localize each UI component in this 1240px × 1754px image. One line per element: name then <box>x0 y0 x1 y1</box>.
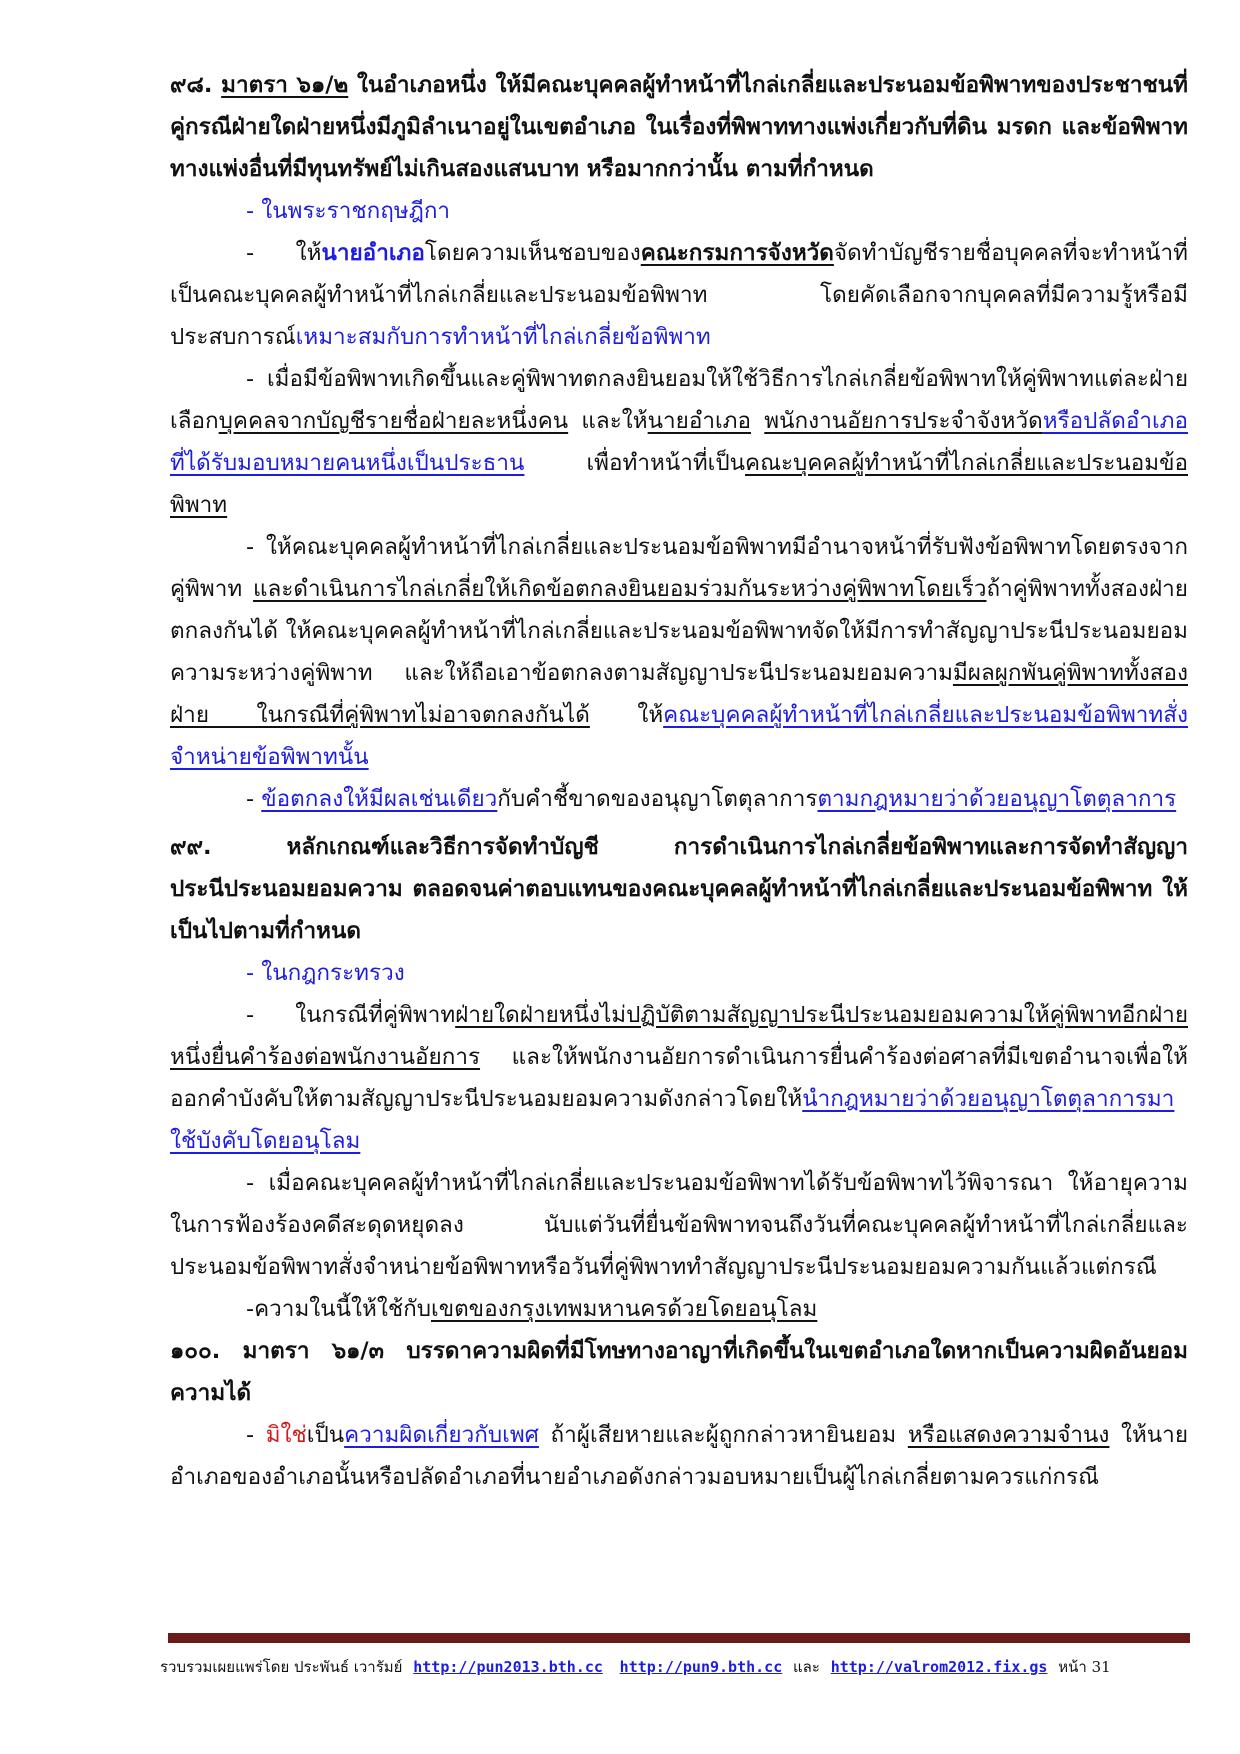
highlight-suitable: เหมาะสมกับการทำหน้าที่ไกล่เกลี่ยข้อพิพาท <box>295 324 711 350</box>
link-same-effect[interactable]: ข้อตกลงให้มีผลเช่นเดียว <box>261 786 498 812</box>
link-dismiss[interactable]: คณะบุคคลผู้ทำหน้าที่ไกล่เกลี่ยและประนอมข้อพิพาทสั่งจำหน่ายข้อพิพาทนั้น <box>170 702 1188 770</box>
footer-and: และ <box>793 1658 820 1676</box>
footer-link-1[interactable]: http://pun2013.bth.cc <box>413 1658 603 1676</box>
heading-text: ในอำเภอหนึ่ง ให้มีคณะบุคคลผู้ทำหน้าที่ไกล่เกลี่ยและประนอมข้อพิพาทของประชาชนที่คู่กรณีฝ่ายใดฝ่ายหนึ่งมีภูมิลำเนาอยู่ในเขตอำเภอ ในเรื่องที่พิพาททางแพ่งเกี่ยวกับที่ดิน มรดก และข้อพิพาททางแพ่งอื่นที่มีทุนทรัพย์ไม่เกินสองแสนบาท หรือมากกว่านั้น ตามที่กำหนด <box>170 72 1188 182</box>
section-98-heading <box>170 64 1188 190</box>
bullet-decree: - ในพระราชกฤษฎีกา <box>246 198 451 224</box>
bullet-bangkok: -ความในนี้ให้ใช้กับเขตของกรุงเทพมหานครด้วยโดยอนุโลม <box>246 1296 818 1322</box>
section-100-heading: ๑๐๐. มาตรา ๖๑/๓ บรรดาความผิดที่มีโทษทางอาญาที่เกิดขึ้นในเขตอำเภอใดหากเป็นความผิดอันยอมความได้ <box>170 1338 1188 1406</box>
section-99-heading: ๙๙. หลักเกณฑ์และวิธีการจัดทำบัญชี การดำเนินการไกล่เกลี่ยข้อพิพาทและการจัดทำสัญญาประนีประนอมยอมความ ตลอดจนค่าตอบแทนของคณะบุคคลผู้ทำหน้าที่ไกล่เกลี่ยและประนอมข้อพิพาท ให้เป็นไปตามที่กำหนด <box>170 834 1188 944</box>
section-number: ๙๘. <box>170 72 213 98</box>
bullet-list-prep: - ให้นายอำเภอโดยความเห็นชอบของคณะกรมการจังหวัดจัดทำบัญชีรายชื่อบุคคลที่จะทำหน้าที่เป็นคณะบุคคลผู้ทำหน้าที่ไกล่เกลี่ยและประนอมข้อพิพาท โดยคัดเลือกจากบุคคลที่มีความรู้หรือมีประสบการณ์เหมาะสมกับการทำหน้าที่ไกล่เกลี่ยข้อพิพาท <box>170 240 1188 350</box>
bullet-arbitration: - ข้อตกลงให้มีผลเช่นเดียวกับคำชี้ขาดของอนุญาโตตุลาการตามกฎหมายว่าด้วยอนุญาโตตุลาการ <box>246 786 1177 812</box>
footer-credit: รวบรวมเผยแพร่โดย ประพันธ์ เวารัมย์ <box>160 1658 403 1676</box>
link-arbitration-law[interactable]: ตามกฎหมายว่าด้วยอนุญาโตตุลาการ <box>817 786 1177 812</box>
bullet-noncompliance: - ในกรณีที่คู่พิพาทฝ่ายใดฝ่ายหนึ่งไม่ปฏิบัติตามสัญญาประนีประนอมยอมความให้คู่พิพาทอีกฝ่ายหนึ่งยื่นคำร้องต่อพนักงานอัยการ และให้พนักงานอัยการดำเนินการยื่นคำร้องต่อศาลที่มีเขตอำนาจเพื่อให้ออกคำบังคับให้ตามสัญญาประนีประนอมยอมความดังกล่าวโดยให้นำกฎหมายว่าด้วยอนุญาโตตุลาการมาใช้บังคับโดยอนุโลม <box>170 1002 1188 1154</box>
highlight-provincial-committee: คณะกรมการจังหวัด <box>640 240 834 266</box>
bullet-selection: - เมื่อมีข้อพิพาทเกิดขึ้นและคู่พิพาทตกลงยินยอมให้ใช้วิธีการไกล่เกลี่ยข้อพิพาทให้คู่พิพาทแต่ละฝ่ายเลือกบุคคลจากบัญชีรายชื่อฝ่ายละหนึ่งคน และให้นายอำเภอ พนักงานอัยการประจำจังหวัดหรือปลัดอำเภอที่ได้รับมอบหมายคนหนึ่งเป็นประธาน เพื่อทำหน้าที่เป็นคณะบุคคลผู้ทำหน้าที่ไกล่เกลี่ยและประนอมข้อพิพาท <box>170 366 1188 518</box>
link-apply-arbitration[interactable]: นำกฎหมายว่าด้วยอนุญาโตตุลาการมาใช้บังคับโดยอนุโลม <box>170 1086 1175 1154</box>
highlight-not: มิใช่ <box>265 1422 307 1448</box>
footer-link-2[interactable]: http://pun9.bth.cc <box>619 1658 783 1676</box>
link-sexual-offence[interactable]: ความผิดเกี่ยวกับเพศ <box>344 1422 539 1448</box>
page-footer <box>160 1655 1190 1679</box>
footer-divider <box>168 1633 1190 1643</box>
link-chair[interactable]: หรือปลัดอำเภอที่ได้รับมอบหมายคนหนึ่งเป็นประธาน <box>170 408 1188 476</box>
bullet-ministerial: - ในกฎกระทรวง <box>246 960 405 986</box>
section-ref: มาตรา ๖๑/๒ <box>221 72 349 98</box>
footer-link-3[interactable]: http://valrom2012.fix.gs <box>830 1658 1048 1676</box>
document-body <box>170 64 1188 1498</box>
bullet-limitation: - เมื่อคณะบุคคลผู้ทำหน้าที่ไกล่เกลี่ยและประนอมข้อพิพาทได้รับข้อพิพาทไว้พิจารณา ให้อายุความในการฟ้องร้องคดีสะดุดหยุดลง นับแต่วันที่ยื่นข้อพิพาทจนถึงวันที่คณะบุคคลผู้ทำหน้าที่ไกล่เกลี่ยและประนอมข้อพิพาทสั่งจำหน่ายข้อพิพาทหรือวันที่คู่พิพาททำสัญญาประนีประนอมยอมความกันแล้วแต่กรณี <box>170 1170 1188 1280</box>
highlight-district-chief: นายอำเภอ <box>321 240 425 266</box>
page-number: หน้า 31 <box>1058 1658 1111 1676</box>
bullet-criminal: - มิใช่เป็นความผิดเกี่ยวกับเพศ ถ้าผู้เสียหายและผู้ถูกกล่าวหายินยอม หรือแสดงความจำนง ให้นายอำเภอของอำเภอนั้นหรือปลัดอำเภอที่นายอำเภอดังกล่าวมอบหมายเป็นผู้ไกล่เกลี่ยตามควรแก่กรณี <box>170 1422 1189 1490</box>
bullet-authority: - ให้คณะบุคคลผู้ทำหน้าที่ไกล่เกลี่ยและประนอมข้อพิพาทมีอำนาจหน้าที่รับฟังข้อพิพาทโดยตรงจากคู่พิพาท และดำเนินการไกล่เกลี่ยให้เกิดข้อตกลงยินยอมร่วมกันระหว่างคู่พิพาทโดยเร็วถ้าคู่พิพาททั้งสองฝ่ายตกลงกันได้ ให้คณะบุคคลผู้ทำหน้าที่ไกล่เกลี่ยและประนอมข้อพิพาทจัดให้มีการทำสัญญาประนีประนอมยอมความระหว่างคู่พิพาท และให้ถือเอาข้อตกลงตามสัญญาประนีประนอมยอมความมีผลผูกพันคู่พิพาททั้งสองฝ่าย ในกรณีที่คู่พิพาทไม่อาจตกลงกันได้ ให้คณะบุคคลผู้ทำหน้าที่ไกล่เกลี่ยและประนอมข้อพิพาทสั่งจำหน่ายข้อพิพาทนั้น <box>170 534 1188 770</box>
